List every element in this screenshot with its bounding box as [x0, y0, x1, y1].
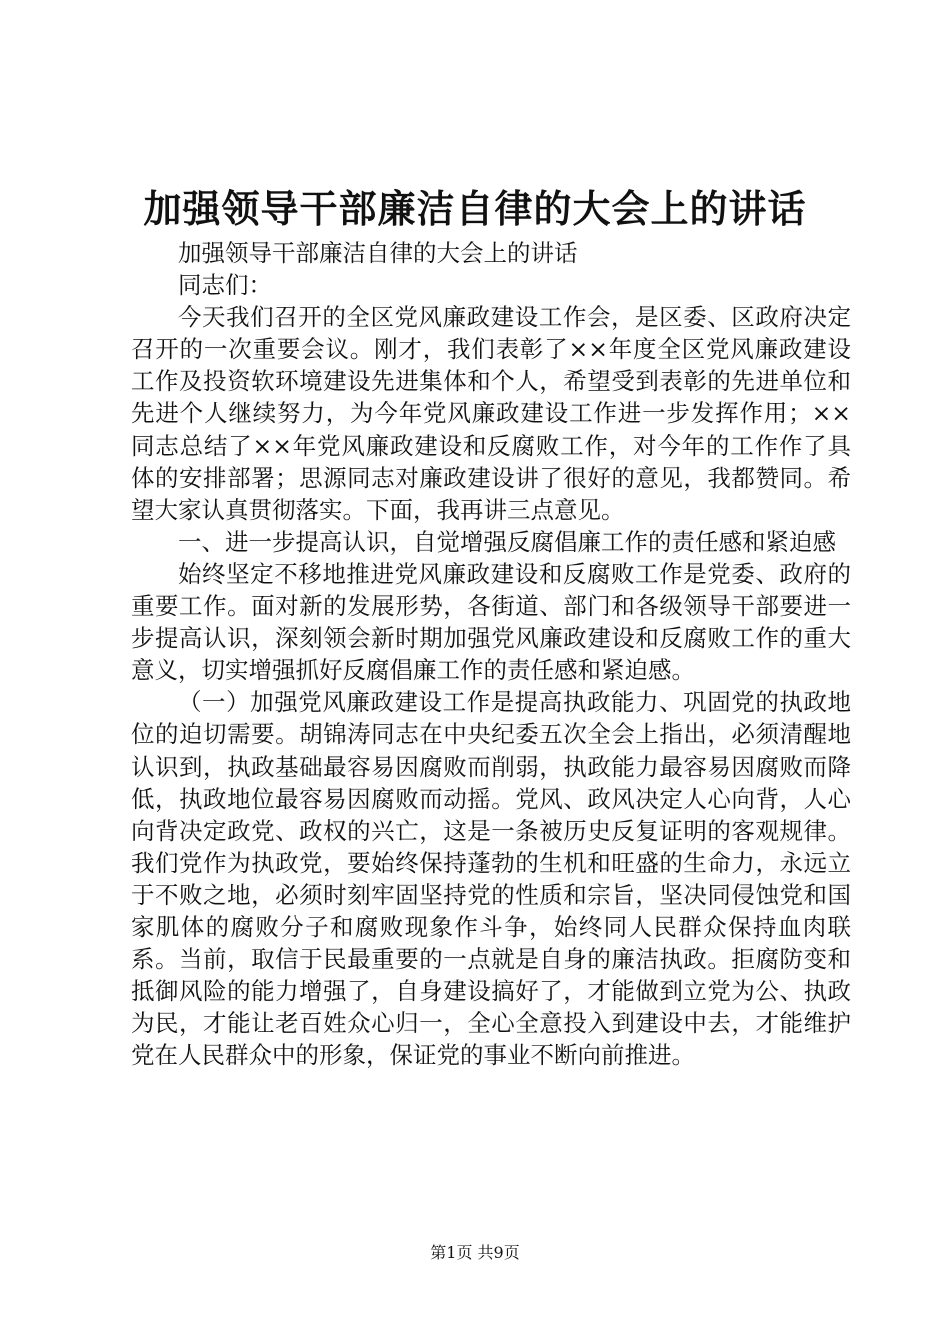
page-number-footer: 第1页 共9页	[430, 1243, 520, 1262]
document-title: 加强领导干部廉洁自律的大会上的讲话	[143, 187, 807, 231]
section-heading: 一、进一步提高认识，自觉增强反腐倡廉工作的责任感和紧迫感	[178, 527, 836, 556]
salutation-paragraph: 同志们：	[178, 271, 272, 300]
document-body	[131, 237, 851, 1071]
body-paragraph: 始终坚定不移地推进党风廉政建设和反腐败工作是党委、政府的重要工作。面对新的发展形势，各街道、部门和各级领导干部要进一步提高认识，深刻领会新时期加强党风廉政建设和反腐败工作的重大意义，切实增强抓好反腐倡廉工作的责任感和紧迫感。	[131, 559, 851, 685]
body-paragraph: 今天我们召开的全区党风廉政建设工作会，是区委、区政府决定召开的一次重要会议。刚才，我们表彰了××年度全区党风廉政建设工作及投资软环境建设先进集体和个人，希望受到表彰的先进单位和先进个人继续努力，为今年党风廉政建设工作进一步发挥作用；××同志总结了××年党风廉政建设和反腐败工作，对今年的工作作了具体的安排部署；思源同志对廉政建设讲了很好的意见，我都赞同。希望大家认真贯彻落实。下面，我再讲三点意见。	[131, 303, 851, 524]
body-paragraph: （一）加强党风廉政建设工作是提高执政能力、巩固党的执政地位的迫切需要。胡锦涛同志在中央纪委五次全会上指出，必须清醒地认识到，执政基础最容易因腐败而削弱，执政能力最容易因腐败而降低，执政地位最容易因腐败而动摇。党风、政风决定人心向背，人心向背决定政党、政权的兴亡，这是一条被历史反复证明的客观规律。我们党作为执政党，要始终保持蓬勃的生机和旺盛的生命力，永远立于不败之地，必须时刻牢固坚持党的性质和宗旨，坚决同侵蚀党和国家肌体的腐败分子和腐败现象作斗争，始终同人民群众保持血肉联系。当前，取信于民最重要的一点就是自身的廉洁执政。拒腐防变和抵御风险的能力增强了，自身建设搞好了，才能做到立党为公、执政为民，才能让老百姓众心归一，全心全意投入到建设中去，才能维护党在人民群众中的形象，保证党的事业不断向前推进。	[131, 688, 851, 1070]
subtitle-paragraph: 加强领导干部廉洁自律的大会上的讲话	[178, 239, 578, 267]
